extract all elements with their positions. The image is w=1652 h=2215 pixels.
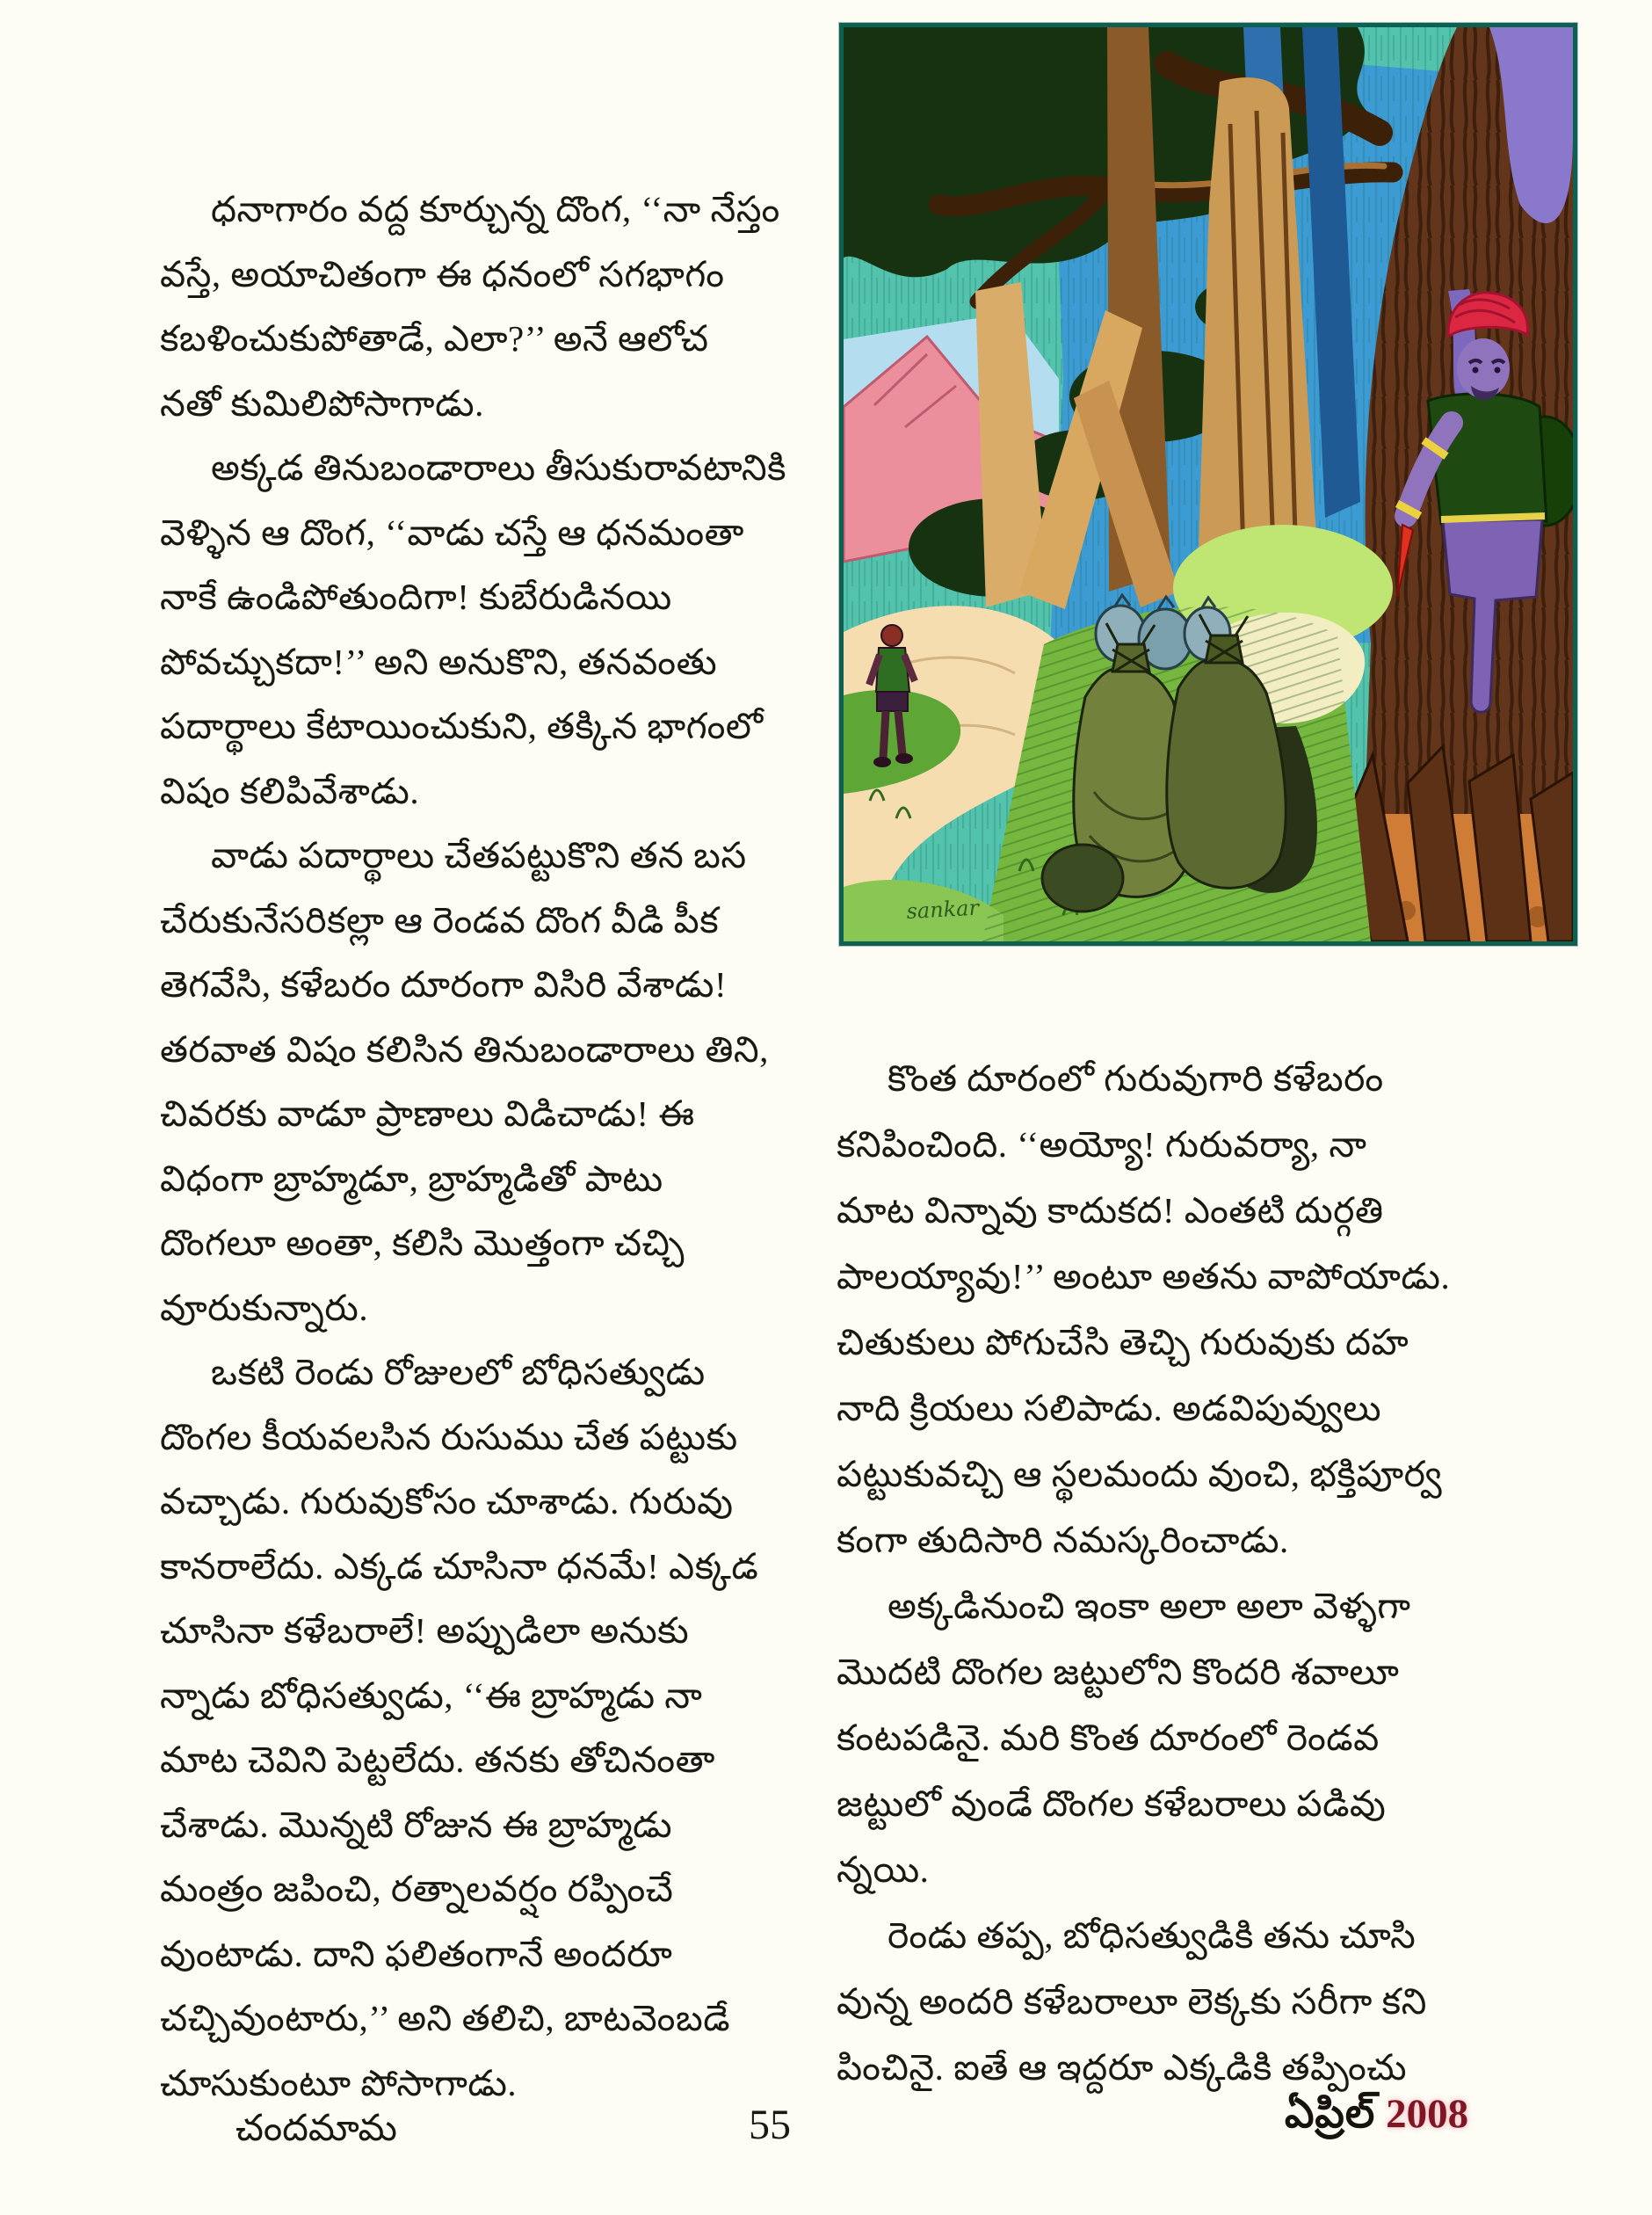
text-line: జట్టులో వుండే దొంగల కళేబరాలు పడివు — [837, 1783, 1387, 1824]
footer-page-number: 55 — [749, 2102, 791, 2148]
paragraph — [837, 1573, 1579, 1903]
text-line: వాడు పదార్థాలు చేతపట్టుకొని తన బస — [211, 835, 747, 875]
text-line: కంటపడినై. మరి కొంత దూరంలో రెండవ — [837, 1718, 1380, 1758]
text-line: న్నయి. — [837, 1849, 930, 1890]
text-line: ధనాగారం వద్ద కూర్చున్న దొంగ, ‘‘నా నేస్తం — [211, 189, 780, 229]
text-line: చూసినా కళేబరాలే! అప్పుడిలా అనుకు — [160, 1610, 690, 1651]
paragraph — [160, 436, 787, 824]
footer-issue-date — [1285, 2090, 1468, 2147]
text-line: తరవాత విషం కలిసిన తినుబండారాలు తిని, — [160, 1028, 769, 1070]
text-line: తెగవేసి, కళేబరం దూరంగా విసిరి వేశాడు! — [160, 964, 728, 1005]
text-line: మాట విన్నావు కాదుకద! ఎంతటి దుర్గతి — [837, 1190, 1384, 1231]
text-line: చివరకు వాడూ ప్రాణాలు విడిచాడు! ఈ — [160, 1093, 695, 1134]
paragraph — [160, 824, 775, 1340]
face — [1457, 338, 1510, 398]
text-line: నాది క్రియలు సలిపాడు. అడవిపువ్వులు — [837, 1388, 1382, 1428]
text-line: మాట చెవిని పెట్టలేదు. తనకు తోచినంతా — [160, 1739, 715, 1780]
text-line: అక్కడినుంచి ఇంకా అలా అలా వెళ్ళగా — [888, 1586, 1411, 1626]
text-line: వెళ్ళిన ఆ దొంగ, ‘‘వాడు చస్తే ఆ ధనమంతా — [160, 512, 744, 553]
text-line: వుంటాడు. దాని ఫలితంగానే అందరూ — [160, 1933, 673, 1974]
text-line: రెండు తప్ప, బోధిసత్వుడికి తను చూసి — [888, 1915, 1417, 1956]
paragraph — [837, 1903, 1579, 2101]
text-line: చితుకులు పోగుచేసి తెచ్చి గురువుకు దహ — [837, 1322, 1409, 1362]
paragraph — [160, 1340, 775, 2116]
footer-magazine-name: చందమామ — [235, 2109, 397, 2149]
text-line: కంగా తుదిసారి నమస్కరించాడు. — [837, 1520, 1289, 1560]
text-line: పట్టుకువచ్చి ఆ స్థలమందు వుంచి, భక్తిపూర్వ — [837, 1454, 1443, 1494]
text-line: కబళించుకుపోతాడే, ఎలా?’’ అనే ఆలోచ — [160, 318, 709, 359]
text-line: కొంత దూరంలో గురువుగారి కళేబరం — [888, 1058, 1384, 1099]
text-line: పాలయ్యావు!’’ అంటూ అతను వాపోయాడు. — [837, 1256, 1451, 1296]
forest-scene — [844, 27, 1573, 941]
story-right-column — [837, 1046, 1579, 2101]
text-line: వస్తే, అయాచితంగా ఈ ధనంలో సగభాగం — [160, 253, 725, 294]
text-line: విషం కలిపివేశాడు. — [160, 770, 420, 811]
footer-issue-month: ఏప్రిల్ — [1285, 2091, 1376, 2137]
text-line: చూసుకుంటూ పోసాగాడు. — [160, 2062, 518, 2103]
text-line: వచ్చాడు. గురువుకోసం చూశాడు. గురువు — [160, 1481, 734, 1521]
text-line: చేరుకునేసరికల్లా ఆ రెండవ దొంగ వీడి పీక — [160, 899, 720, 940]
footer-issue-year: 2008 — [1386, 2091, 1469, 2137]
text-line: పదార్థాలు కేటాయించుకుని, తక్కిన భాగంలో — [160, 706, 764, 746]
text-line: నతో కుమిలిపోసాగాడు. — [160, 382, 484, 424]
text-line: వూరుకున్నారు. — [160, 1287, 369, 1328]
text-line: చేశాడు. మొన్నటి రోజున ఈ బ్రాహ్మడు — [160, 1804, 673, 1845]
text-line: పోవచ్చుకదా!’’ అని అనుకొని, తనవంతు — [160, 641, 718, 682]
text-line: చచ్చివుంటారు,’’ అని తలిచి, బాటవెంబడే — [160, 1998, 731, 2038]
artist-signature: sankar — [905, 895, 980, 924]
text-line: నాకే ఉండిపోతుందిగా! కుబేరుడినయి — [160, 577, 672, 617]
text-line: దొంగలూ అంతా, కలిసి మొత్తంగా చచ్చి — [160, 1223, 685, 1263]
story-left-column — [160, 178, 787, 2116]
story-illustration — [839, 23, 1577, 946]
text-line: పించినై. ఐతే ఆ ఇద్దరూ ఎక్కడికి తప్పించు — [837, 2047, 1408, 2088]
paragraph — [837, 1046, 1579, 1573]
text-line: మంత్రం జపించి, రత్నాలవర్షం రప్పించే — [160, 1869, 674, 1909]
text-line: వున్న అందరి కళేబరాలూ లెక్కకు సరీగా కని — [837, 1981, 1427, 2022]
text-line: దొంగల కీయవలసిన రుసుము చేత పట్టుకు — [160, 1416, 738, 1457]
text-line: కనిపించింది. ‘‘అయ్యో! గురువర్యా, నా — [837, 1124, 1367, 1165]
text-line: కానరాలేదు. ఎక్కడ చూసినా ధనమే! ఎక్కడ — [160, 1545, 759, 1587]
text-line: న్నాడు బోధిసత్వుడు, ‘‘ఈ బ్రాహ్మడు నా — [160, 1674, 703, 1716]
text-line: విధంగా బ్రాహ్మడూ, బ్రాహ్మడితో పాటు — [160, 1158, 663, 1199]
text-line: అక్కడ తినుబండారాలు తీసుకురావటానికి — [211, 447, 787, 488]
text-line: మొదటి దొంగల జట్టులోని కొందరి శవాలూ — [837, 1652, 1400, 1692]
paragraph — [160, 178, 780, 436]
text-line: ఒకటి రెండు రోజులలో బోధిసత్వుడు — [211, 1352, 706, 1392]
